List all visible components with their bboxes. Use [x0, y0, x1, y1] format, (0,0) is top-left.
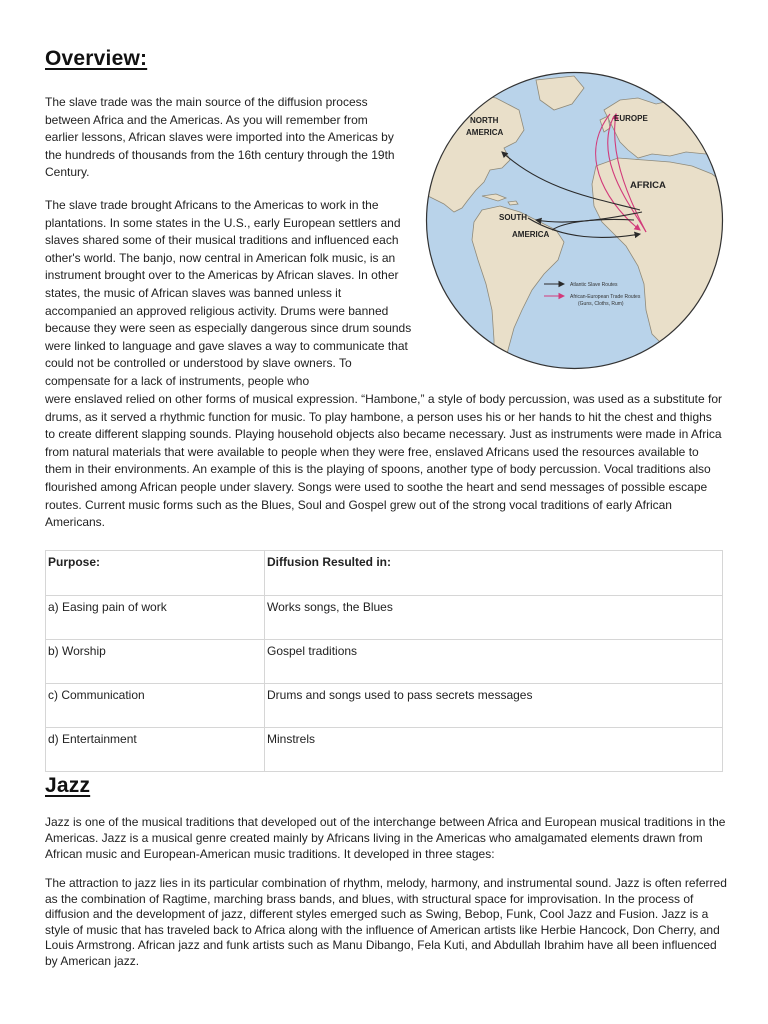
overview-paragraph-2: The slave trade brought Africans to the Americas to work in the plantations. In some states in the U.S., early European settlers and slaves shared some of their musical traditions and influenced each other's world. The banjo, now central in American folk music, is an instrument brought over to the Americas by African slaves. In other states, the music of African slaves was banned unless it accompanied an approved religious activity. Drums were banned because they were seen as especially dangerous since drum sounds were linked to language and gave slaves a way to communicate that could not be controlled or understood by slave owners. To compensate for a lack of instruments, people who [45, 198, 412, 388]
overview-paragraph-2-continued: were enslaved relied on other forms of musical expression. “Hambone,” a style of body percussion, was used as a substitute for drums, as it served a rhythmic function for music. To play hambone, a person uses his or her hands to hit the chest and thighs to create different slapping sounds. Playing household objects also became necessary. Just as instruments were made in Africa from natural materials that were available to people when they were free, enslaved Africans used the resources available to them in their environments. An example of this is the playing of spoons, another type of body percussion. Vocal traditions also flourished among African people under slavery. Songs were used to soothe the heart and send messages of possible escape routes. Current music forms such as the Blues, Soul and Gospel grew out of the strong vocal traditions of early African Americans. [45, 392, 722, 530]
map-label-africa: AFRICA [630, 180, 666, 191]
legend-trade-route-label: African-European Trade Routes [570, 294, 641, 300]
table-row [46, 640, 723, 684]
map-label-europe: EUROPE [614, 114, 648, 123]
overview-heading: Overview: [45, 47, 148, 70]
table-cell-purpose: b) Worship [46, 640, 265, 684]
map-label-south-america: AMERICA [512, 230, 550, 239]
jazz-paragraph-2: The attraction to jazz lies in its particular combination of rhythm, melody, harmony, and instrumental sound. Jazz is often referred as the combination of Ragtime, marching brass bands, and blues, with structural space for improvisation. In the process of diffusion and the development of jazz, different styles emerged such as Swing, Bebop, Funk, Cool Jazz and Fusion. Jazz is a style of music that has traveled back to Africa along with the influence of American artists like Herbie Hancock, Don Cherry, and Louis Armstrong. African jazz and funk artists such as Manu Dibango, Fela Kuti, and Abdullah Ibrahim have all been influenced by American jazz. [45, 876, 727, 968]
legend-trade-route-goods: (Guns, Cloths, Rum) [578, 301, 624, 307]
table-row [46, 728, 723, 772]
overview-paragraph-1: The slave trade was the main source of the diffusion process between Africa and the Americas. As you will remember from earlier lessons, African slaves were imported into the Americas by the hundreds of thousands from the 16th century through the 19th Century. [45, 95, 395, 180]
jazz-paragraph-1: Jazz is one of the musical traditions that developed out of the interchange between Africa and European musical traditions in the Americas. Jazz is a musical genre created mainly by Africans living in the Americas who amalgamated elements drawn from African music and European-American music traditions. It developed in three stages: [45, 815, 726, 861]
table-cell-purpose: a) Easing pain of work [46, 596, 265, 640]
table-header-purpose: Purpose: [46, 551, 265, 596]
table-cell-purpose: c) Communication [46, 684, 265, 728]
atlantic-trade-map [424, 70, 725, 371]
table-cell-result: Works songs, the Blues [265, 596, 723, 640]
table-row [46, 684, 723, 728]
table-header-result: Diffusion Resulted in: [265, 551, 723, 596]
diffusion-table [45, 550, 723, 772]
map-label-north: NORTH [470, 116, 499, 125]
table-cell-purpose: d) Entertainment [46, 728, 265, 772]
legend-slave-route-label: Atlantic Slave Routes [570, 282, 618, 288]
table-cell-result: Minstrels [265, 728, 723, 772]
map-label-north-america: AMERICA [466, 128, 504, 137]
table-row [46, 596, 723, 640]
table-header-row [46, 551, 723, 596]
map-label-south: SOUTH [499, 213, 527, 222]
madagascar [716, 298, 724, 326]
jazz-heading: Jazz [45, 774, 91, 797]
table-cell-result: Gospel traditions [265, 640, 723, 684]
table-cell-result: Drums and songs used to pass secrets messages [265, 684, 723, 728]
